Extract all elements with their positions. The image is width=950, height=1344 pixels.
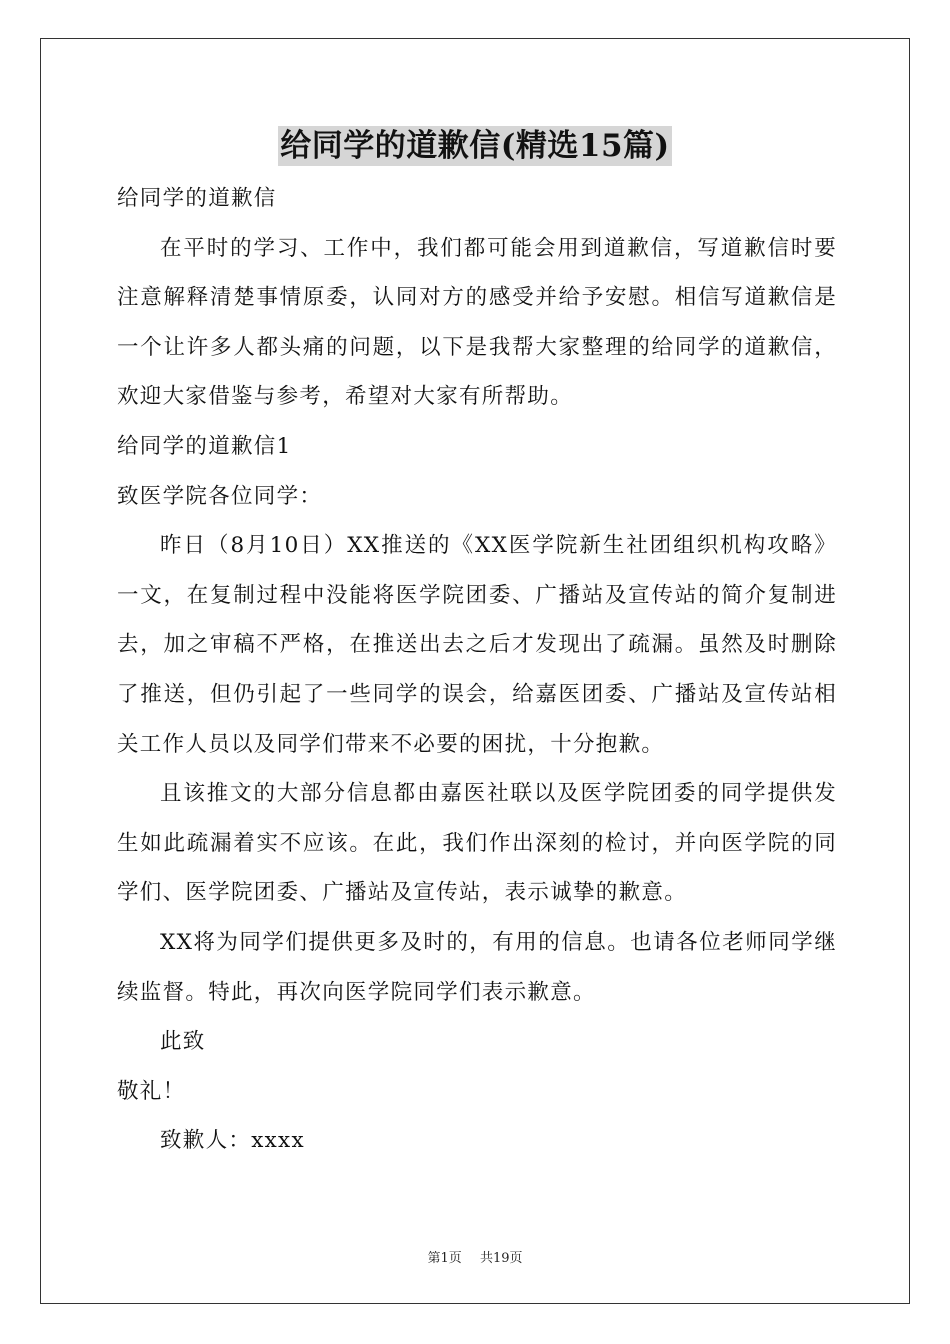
- paragraph-heading: 给同学的道歉信: [117, 186, 277, 211]
- paragraph-body-1: 昨日（8月10日）XX推送的《XX医学院新生社团组织机构攻略》一文，在复制过程中没能将医学院团委、广播站及宣传站的简介复制进去，加之审稿不严格，在推送出去之后才发现出了疏漏。虽然及时删除了推送，但仍引起了一些同学的误会，给嘉医团委、广播站及宣传站相关工作人员以及同学们带来不必要的困扰，十分抱歉。: [117, 533, 837, 757]
- page-footer: [0, 1247, 950, 1266]
- paragraph-closing: 此致: [160, 1029, 206, 1055]
- page-number: 第1页: [427, 1251, 462, 1266]
- title-area: [0, 126, 950, 166]
- page-total: 共19页: [479, 1251, 523, 1266]
- document-title: 给同学的道歉信(精选15篇): [280, 128, 670, 164]
- paragraph-subheading: 给同学的道歉信1: [117, 433, 292, 459]
- paragraph-body-2: 且该推文的大部分信息都由嘉医社联以及医学院团委的同学提供发生如此疏漏着实不应该。在此，我们作出深刻的检讨，并向医学院的同学们、医学院团委、广播站及宣传站，表示诚挚的歉意。: [117, 781, 837, 906]
- paragraph-signature: 致歉人：xxxx: [160, 1128, 305, 1154]
- paragraph-regards: 敬礼！: [117, 1078, 186, 1104]
- paragraph-salutation: 致医学院各位同学：: [117, 483, 323, 509]
- paragraph-body-3: XX将为同学们提供更多及时的，有用的信息。也请各位老师同学继续监督。特此，再次向医学院同学们表示歉意。: [117, 929, 837, 1005]
- paragraph-intro: 在平时的学习、工作中，我们都可能会用到道歉信，写道歉信时要注意解释清楚事情原委，认同对方的感受并给予安慰。相信写道歉信是一个让许多人都头痛的问题，以下是我帮大家整理的给同学的道歉信，欢迎大家借鉴与参考，希望对大家有所帮助。: [117, 235, 837, 410]
- document-body: [117, 174, 837, 1166]
